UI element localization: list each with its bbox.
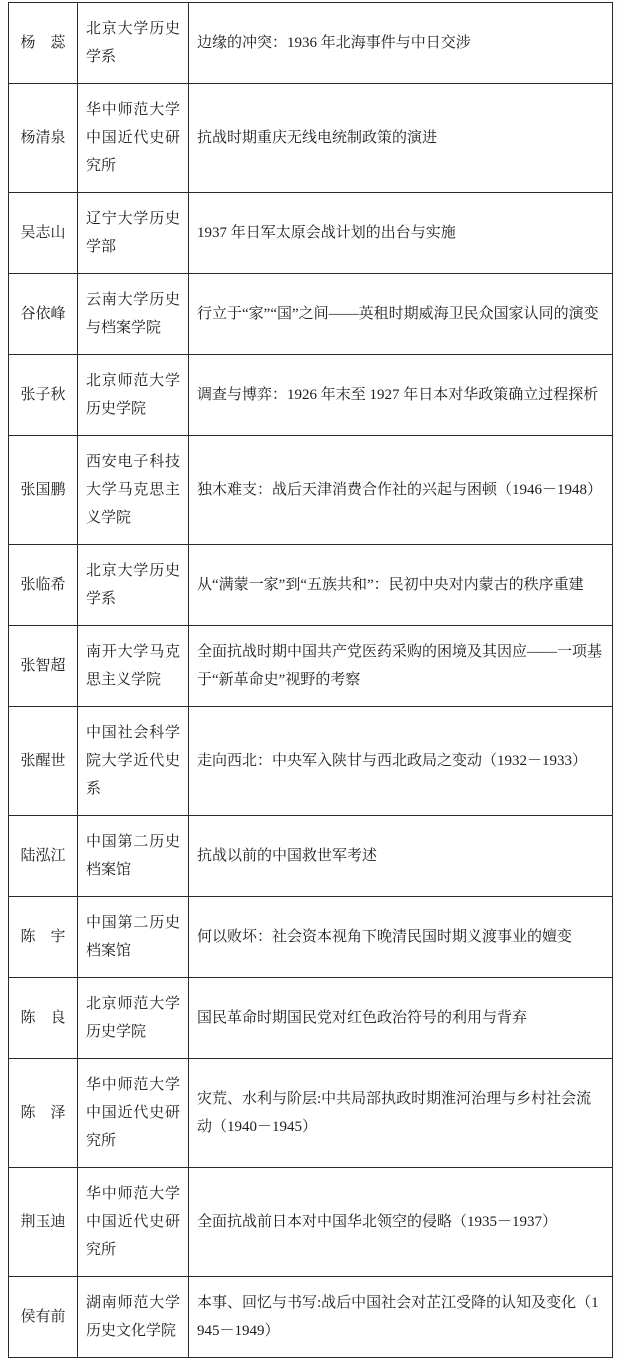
paper-title-cell: 灾荒、水利与阶层:中共局部执政时期淮河治理与乡村社会流动（1940－1945） <box>189 1059 613 1168</box>
author-name-cell: 谷依峰 <box>9 274 78 355</box>
author-name-cell: 陈 良 <box>9 978 78 1059</box>
affiliation-cell: 北京大学历史学系 <box>78 545 189 626</box>
affiliation-cell: 华中师范大学中国近代史研究所 <box>78 1168 189 1277</box>
table-row <box>9 978 613 1059</box>
paper-title-cell: 抗战时期重庆无线电统制政策的演进 <box>189 84 613 193</box>
paper-title-cell: 独木难支：战后天津消费合作社的兴起与困顿（1946－1948） <box>189 436 613 545</box>
table-row <box>9 355 613 436</box>
table-row <box>9 897 613 978</box>
author-name-cell: 陆泓江 <box>9 816 78 897</box>
author-name-cell: 陈 宇 <box>9 897 78 978</box>
affiliation-cell: 云南大学历史与档案学院 <box>78 274 189 355</box>
author-name-cell: 张醒世 <box>9 707 78 816</box>
affiliation-cell: 华中师范大学中国近代史研究所 <box>78 1059 189 1168</box>
table-row <box>9 436 613 545</box>
paper-title-cell: 何以败坏：社会资本视角下晚清民国时期义渡事业的嬗变 <box>189 897 613 978</box>
affiliation-cell: 南开大学马克思主义学院 <box>78 626 189 707</box>
affiliation-cell: 北京师范大学历史学院 <box>78 355 189 436</box>
affiliation-cell: 中国第二历史档案馆 <box>78 897 189 978</box>
author-name-cell: 张临希 <box>9 545 78 626</box>
table-row <box>9 84 613 193</box>
author-name-cell: 陈 泽 <box>9 1059 78 1168</box>
affiliation-cell: 中国社会科学院大学近代史系 <box>78 707 189 816</box>
table-row <box>9 193 613 274</box>
table-row <box>9 1059 613 1168</box>
paper-title-cell: 行立于“家”“国”之间——英租时期威海卫民众国家认同的演变 <box>189 274 613 355</box>
table-row <box>9 274 613 355</box>
affiliation-cell: 北京大学历史学系 <box>78 3 189 84</box>
paper-title-cell: 1937 年日军太原会战计划的出台与实施 <box>189 193 613 274</box>
table-row <box>9 1277 613 1358</box>
affiliation-cell: 西安电子科技大学马克思主义学院 <box>78 436 189 545</box>
affiliation-cell: 中国第二历史档案馆 <box>78 816 189 897</box>
author-name-cell: 侯有前 <box>9 1277 78 1358</box>
paper-title-cell: 全面抗战前日本对中国华北领空的侵略（1935－1937） <box>189 1168 613 1277</box>
author-name-cell: 杨 蕊 <box>9 3 78 84</box>
paper-title-cell: 边缘的冲突：1936 年北海事件与中日交涉 <box>189 3 613 84</box>
affiliation-cell: 华中师范大学中国近代史研究所 <box>78 84 189 193</box>
table-row <box>9 707 613 816</box>
submissions-table <box>8 2 613 1358</box>
author-name-cell: 杨清泉 <box>9 84 78 193</box>
author-name-cell: 张子秋 <box>9 355 78 436</box>
author-name-cell: 张智超 <box>9 626 78 707</box>
table-row <box>9 3 613 84</box>
affiliation-cell: 湖南师范大学历史文化学院 <box>78 1277 189 1358</box>
affiliation-cell: 辽宁大学历史学部 <box>78 193 189 274</box>
paper-title-cell: 国民革命时期国民党对红色政治符号的利用与背弃 <box>189 978 613 1059</box>
author-name-cell: 吴志山 <box>9 193 78 274</box>
author-name-cell: 荆玉迪 <box>9 1168 78 1277</box>
paper-title-cell: 走向西北：中央军入陕甘与西北政局之变动（1932－1933） <box>189 707 613 816</box>
paper-title-cell: 全面抗战时期中国共产党医药采购的困境及其因应——一项基于“新革命史”视野的考察 <box>189 626 613 707</box>
table-row <box>9 1168 613 1277</box>
table-row <box>9 545 613 626</box>
author-name-cell: 张国鹏 <box>9 436 78 545</box>
submissions-table-body <box>9 3 613 1358</box>
paper-title-cell: 本事、回忆与书写:战后中国社会对芷江受降的认知及变化（1945－1949） <box>189 1277 613 1358</box>
paper-title-cell: 从“满蒙一家”到“五族共和”：民初中央对内蒙古的秩序重建 <box>189 545 613 626</box>
table-row <box>9 626 613 707</box>
paper-title-cell: 调查与博弈：1926 年末至 1927 年日本对华政策确立过程探析 <box>189 355 613 436</box>
affiliation-cell: 北京师范大学历史学院 <box>78 978 189 1059</box>
paper-title-cell: 抗战以前的中国救世军考述 <box>189 816 613 897</box>
table-row <box>9 816 613 897</box>
